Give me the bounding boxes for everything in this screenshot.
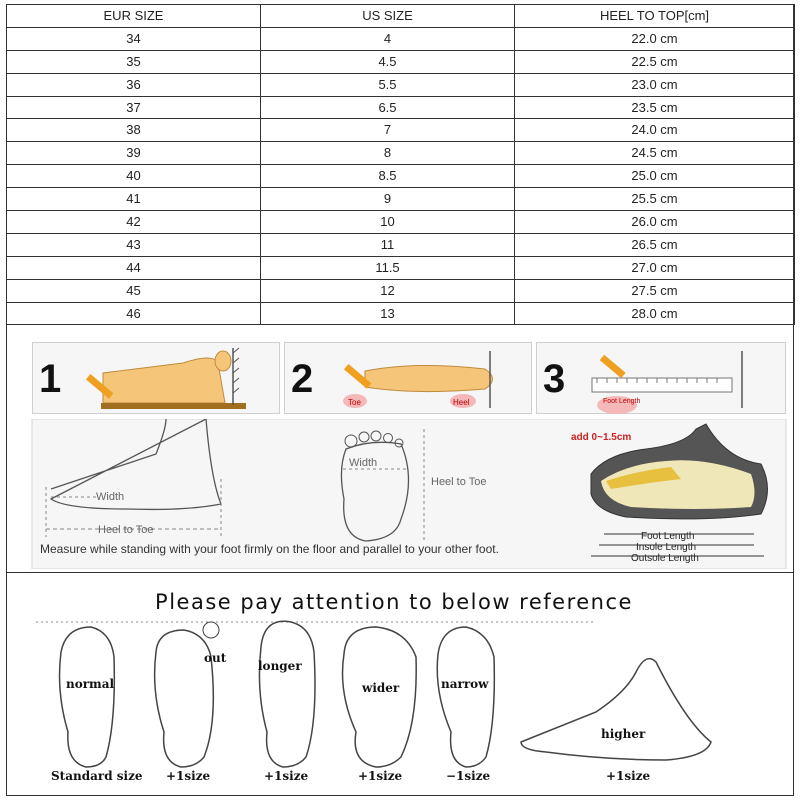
cell-eur-size: 34 <box>7 27 261 50</box>
foot-higher <box>521 659 711 783</box>
cell-us-size: 9 <box>261 188 515 211</box>
step3-panel <box>536 342 786 414</box>
foot-size-higher: +1size <box>606 769 651 783</box>
step1-illustration <box>33 343 281 415</box>
side-heel-to-toe-label: Heel to Toe <box>98 524 154 536</box>
cell-heel-to-top: 24.0 cm <box>515 119 795 142</box>
foot-label-wider: wider <box>362 681 400 695</box>
cell-heel-to-top: 26.5 cm <box>515 233 795 256</box>
reference-title: Please pay attention to below reference <box>155 590 633 614</box>
cell-eur-size: 38 <box>7 119 261 142</box>
cell-heel-to-top: 26.0 cm <box>515 211 795 234</box>
cell-eur-size: 46 <box>7 302 261 325</box>
cell-eur-size: 35 <box>7 50 261 73</box>
reference-feet <box>6 612 794 792</box>
insole-length-label: Insole Length <box>636 542 697 553</box>
cell-us-size: 10 <box>261 211 515 234</box>
step1-number: 1 <box>39 357 62 401</box>
cell-us-size: 13 <box>261 302 515 325</box>
cell-heel-to-top: 22.5 cm <box>515 50 795 73</box>
step3-illustration <box>537 343 787 415</box>
cell-heel-to-top: 28.0 cm <box>515 302 795 325</box>
cell-heel-to-top: 27.5 cm <box>515 279 795 302</box>
top-heel-to-toe-label: Heel to Toe <box>431 476 487 488</box>
cell-heel-to-top: 25.0 cm <box>515 165 795 188</box>
step2-panel <box>284 342 532 414</box>
cell-eur-size: 43 <box>7 233 261 256</box>
step2-number: 2 <box>291 357 314 401</box>
outsole-length-label: Outsole Length <box>631 553 699 564</box>
foot-size-narrow: −1size <box>446 769 491 783</box>
cell-eur-size: 39 <box>7 142 261 165</box>
header-us-size: US SIZE <box>261 5 515 28</box>
foot-label-normal: normal <box>66 677 115 691</box>
toe-label: Toe <box>348 398 361 407</box>
cell-us-size: 8.5 <box>261 165 515 188</box>
step1-panel <box>32 342 280 414</box>
cell-eur-size: 37 <box>7 96 261 119</box>
cell-eur-size: 40 <box>7 165 261 188</box>
cell-eur-size: 41 <box>7 188 261 211</box>
foot-label-out: out <box>204 651 227 665</box>
foot-size-out: +1size <box>166 769 211 783</box>
cell-us-size: 11.5 <box>261 256 515 279</box>
foot-label-longer: longer <box>258 659 302 673</box>
heel-label: Heel <box>453 398 470 407</box>
cell-heel-to-top: 27.0 cm <box>515 256 795 279</box>
cell-heel-to-top: 25.5 cm <box>515 188 795 211</box>
step2-illustration <box>285 343 533 415</box>
measure-note: Measure while standing with your foot firmly on the floor and parallel to your other foot. <box>40 542 499 556</box>
cell-eur-size: 45 <box>7 279 261 302</box>
foot-out <box>155 622 227 783</box>
foot-length-label: Foot Length <box>641 531 695 542</box>
foot-size-normal: Standard size <box>51 769 143 783</box>
foot-normal <box>51 627 143 783</box>
foot-label-higher: higher <box>601 727 646 741</box>
cell-heel-to-top: 22.0 cm <box>515 27 795 50</box>
foot-label-narrow: narrow <box>441 677 489 691</box>
cell-heel-to-top: 23.5 cm <box>515 96 795 119</box>
foot-size-longer: +1size <box>264 769 309 783</box>
side-width-label: Width <box>96 491 125 503</box>
cell-us-size: 6.5 <box>261 96 515 119</box>
cell-us-size: 12 <box>261 279 515 302</box>
cell-us-size: 5.5 <box>261 73 515 96</box>
cell-us-size: 8 <box>261 142 515 165</box>
step3-number: 3 <box>543 357 566 401</box>
foot-narrow <box>437 627 494 783</box>
cell-heel-to-top: 23.0 cm <box>515 73 795 96</box>
cell-us-size: 4.5 <box>261 50 515 73</box>
cell-us-size: 11 <box>261 233 515 256</box>
header-eur-size: EUR SIZE <box>7 5 261 28</box>
cell-eur-size: 44 <box>7 256 261 279</box>
cell-eur-size: 36 <box>7 73 261 96</box>
foot-size-wider: +1size <box>358 769 403 783</box>
measure-section <box>6 327 794 573</box>
add-range-label: add 0~1.5cm <box>571 432 632 443</box>
foot-wider <box>343 627 417 783</box>
cell-eur-size: 42 <box>7 211 261 234</box>
foot-longer <box>258 621 315 783</box>
cell-heel-to-top: 24.5 cm <box>515 142 795 165</box>
top-width-label: Width <box>349 457 378 469</box>
cell-us-size: 4 <box>261 27 515 50</box>
cell-us-size: 7 <box>261 119 515 142</box>
header-heel-to-top: HEEL TO TOP[cm] <box>515 5 795 28</box>
foot-length-step-label: Foot Length <box>603 398 641 405</box>
